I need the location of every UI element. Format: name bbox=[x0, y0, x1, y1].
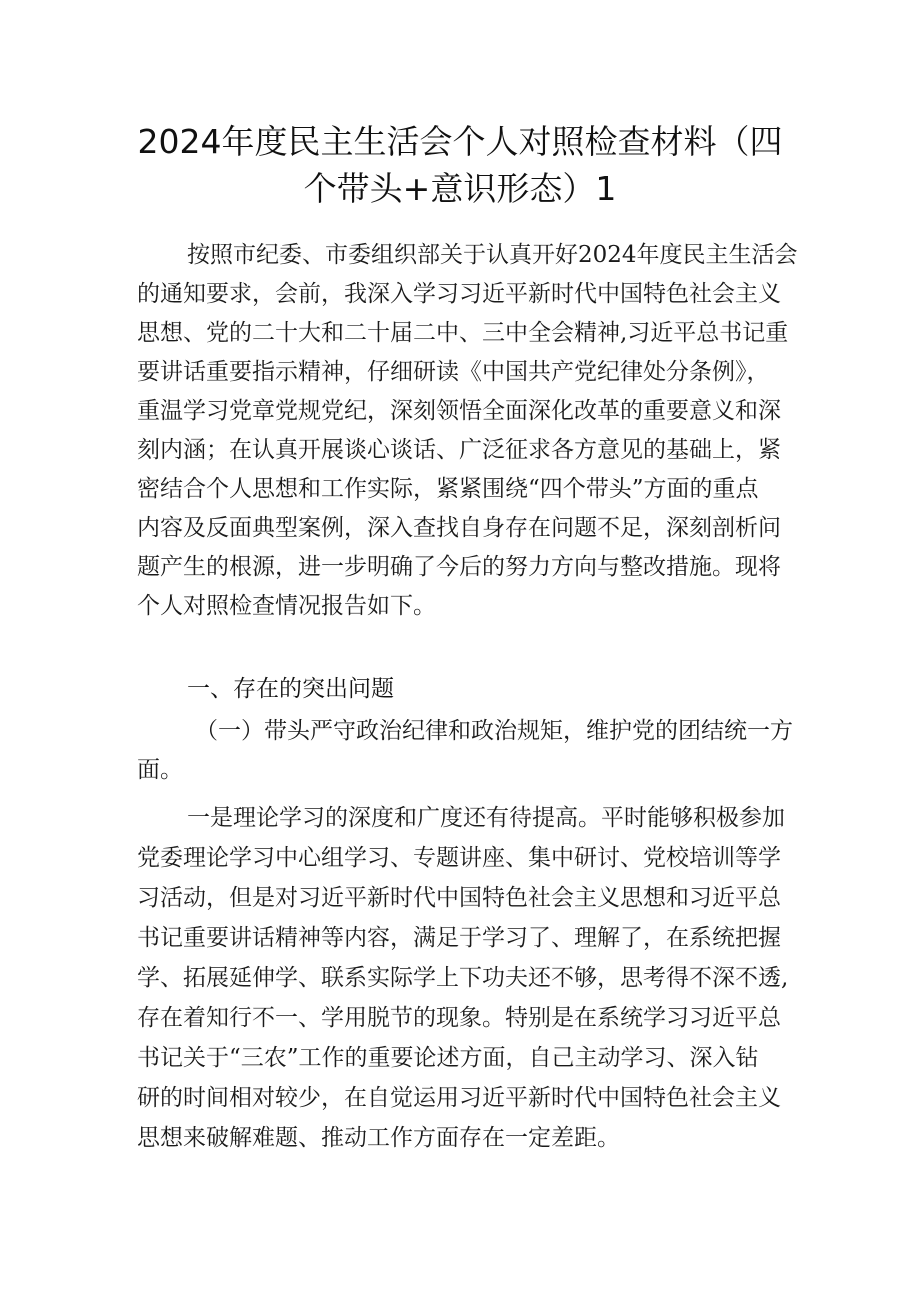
intro-line: 思想、党的二十大和二十届二中、三中全会精神,习近平总书记重 bbox=[137, 320, 789, 346]
point-line: 党委理论学习中心组学习、专题讲座、集中研讨、党校培训等学 bbox=[137, 845, 781, 871]
document-title-line-2: 个带头+意识形态）1 bbox=[303, 169, 617, 208]
intro-line: 要讲话重要指示精神，仔细研读《中国共产党纪律处分条例》， bbox=[137, 359, 770, 385]
intro-line: 刻内涵；在认真开展谈心谈话、广泛征求各方意见的基础上，紧 bbox=[137, 437, 781, 463]
intro-line: 题产生的根源，进一步明确了今后的努力方向与整改措施。现将 bbox=[137, 554, 781, 580]
point-line: 学、拓展延伸学、联系实际学上下功夫还不够，思考得不深不透, bbox=[137, 965, 789, 991]
point-paragraph bbox=[137, 801, 797, 1161]
intro-line: 按照市纪委、市委组织部关于认真开好2024年度民主生活会 bbox=[187, 242, 798, 268]
intro-paragraph bbox=[137, 238, 798, 619]
subsection-line: （一）带头严守政治纪律和政治规矩，维护党的团结统一方 bbox=[195, 718, 793, 744]
subsection-line: 面。 bbox=[137, 757, 183, 783]
intro-line: 个人对照检查情况报告如下。 bbox=[137, 593, 436, 619]
document-title-line-1: 2024年度民主生活会个人对照检查材料（四 bbox=[137, 122, 783, 161]
intro-line: 密结合个人思想和工作实际，紧紧围绕“四个带头”方面的重点 bbox=[137, 476, 759, 502]
point-line: 习活动，但是对习近平新时代中国特色社会主义思想和习近平总 bbox=[137, 885, 781, 911]
intro-line: 的通知要求，会前，我深入学习习近平新时代中国特色社会主义 bbox=[137, 281, 781, 307]
section-heading: 一、存在的突出问题 bbox=[187, 676, 394, 702]
intro-line: 内容及反面典型案例，深入查找自身存在问题不足，深刻剖析问 bbox=[137, 515, 781, 541]
point-line: 研的时间相对较少，在自觉运用习近平新时代中国特色社会主义 bbox=[137, 1085, 781, 1111]
intro-line: 重温学习党章党规党纪，深刻领悟全面深化改革的重要意义和深 bbox=[137, 398, 781, 424]
point-line: 书记关于“三农”工作的重要论述方面，自己主动学习、深入钻 bbox=[137, 1045, 759, 1071]
point-line: 书记重要讲话精神等内容，满足于学习了、理解了，在系统把握 bbox=[137, 925, 781, 951]
subsection-heading bbox=[137, 714, 797, 794]
point-line: 思想来破解难题、推动工作方面存在一定差距。 bbox=[137, 1125, 620, 1151]
point-line: 存在着知行不一、学用脱节的现象。特别是在系统学习习近平总 bbox=[137, 1005, 781, 1031]
point-line: 一是理论学习的深度和广度还有待提高。平时能够积极参加 bbox=[187, 805, 785, 831]
